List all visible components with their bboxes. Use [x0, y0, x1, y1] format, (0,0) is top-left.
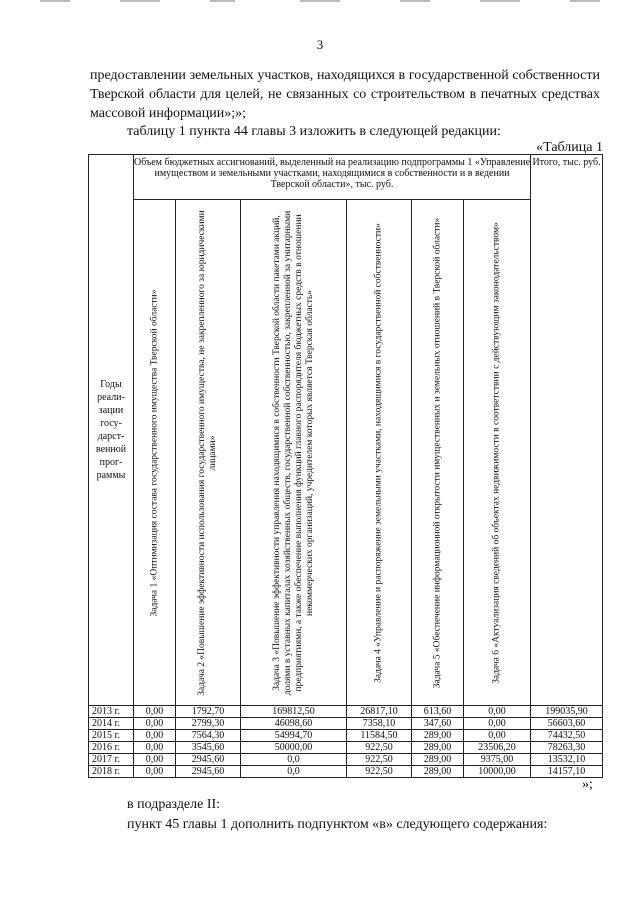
task-header-1-text: Задача 1 «Оптимизация состава государственного имущества Тверской области» [149, 288, 159, 617]
table-caption: «Таблица 1 [536, 140, 603, 155]
task5-cell: 289,00 [412, 742, 464, 754]
task-header-2 [176, 200, 241, 706]
task-header-4 [347, 200, 412, 706]
total-column-header: Итого, тыс. руб. [531, 155, 603, 706]
task-header-6-text: Задача 6 «Актуализация сведений об объектах недвижимости в соответствии с действующим законодательством» [491, 221, 502, 684]
task5-cell: 613,60 [412, 706, 464, 718]
total-cell: 78263,30 [531, 742, 603, 754]
year-cell: 2018 г. [89, 766, 134, 778]
scan-edge-marks [0, 0, 640, 10]
task6-cell: 0,00 [464, 718, 531, 730]
task4-cell: 922,50 [347, 742, 412, 754]
table-row [89, 766, 603, 778]
task-header-2-text: Задача 2 «Повышение эффективности использования государственного имущества, не закрепленного за юридическими лицами» [197, 209, 218, 696]
task4-cell: 922,50 [347, 754, 412, 766]
task1-cell: 0,00 [134, 718, 176, 730]
task3-cell: 0,0 [241, 766, 347, 778]
total-cell: 74432,50 [531, 730, 603, 742]
budget-span-header: Объем бюджетных ассигнований, выделенный на реализацию подпрограммы 1 «Управление имуществом и земельными участками, находящимися в собственности и в ведении Тверской области», тыс. руб. [134, 155, 531, 200]
total-cell: 13532,10 [531, 754, 603, 766]
task-header-5-text: Задача 5 «Обеспечение информационной открытости имущественных и земельных отношений в Тверской области» [432, 217, 442, 688]
closing-quote-mark: »; [582, 777, 593, 792]
intro-paragraph: предоставлении земельных участков, находящихся в государственной собственности Тверской области для целей, не связанных со строительством в печатных средствах массовой информации»;»; [90, 68, 600, 121]
task4-cell: 7358,10 [347, 718, 412, 730]
table-row [89, 754, 603, 766]
task5-cell: 289,00 [412, 730, 464, 742]
task5-cell: 289,00 [412, 766, 464, 778]
task6-cell: 9375,00 [464, 754, 531, 766]
table-row [89, 742, 603, 754]
point45-paragraph: пункт 45 главы 1 дополнить подпунктом «в» следующего содержания: [127, 817, 548, 832]
total-cell: 56603,60 [531, 718, 603, 730]
task-header-3 [241, 200, 347, 706]
year-cell: 2015 г. [89, 730, 134, 742]
year-cell: 2014 г. [89, 718, 134, 730]
task6-cell: 23506,20 [464, 742, 531, 754]
years-column-header: Годы реали-зации госу-дарст-венной прог-раммы [89, 155, 134, 706]
page-number: 3 [316, 37, 324, 52]
task3-cell: 54994,70 [241, 730, 347, 742]
task5-cell: 289,00 [412, 754, 464, 766]
task1-cell: 0,00 [134, 754, 176, 766]
task-header-6 [464, 200, 531, 706]
task-header-5 [412, 200, 464, 706]
table-row [89, 730, 603, 742]
task2-cell: 2945,60 [176, 754, 241, 766]
task4-cell: 26817,10 [347, 706, 412, 718]
task2-cell: 2799,30 [176, 718, 241, 730]
task5-cell: 347,60 [412, 718, 464, 730]
year-cell: 2017 г. [89, 754, 134, 766]
task-header-4-text: Задача 4 «Управление и распоряжение земельными участками, находящимися в государственной собственности» [373, 222, 384, 683]
task1-cell: 0,00 [134, 706, 176, 718]
task6-cell: 0,00 [464, 730, 531, 742]
table-row [89, 718, 603, 730]
task3-cell: 50000,00 [241, 742, 347, 754]
task6-cell: 10000,00 [464, 766, 531, 778]
task4-cell: 922,50 [347, 766, 412, 778]
task1-cell: 0,00 [134, 742, 176, 754]
year-cell: 2013 г. [89, 706, 134, 718]
total-cell: 14157,10 [531, 766, 603, 778]
task2-cell: 2945,60 [176, 766, 241, 778]
task3-cell: 46098,60 [241, 718, 347, 730]
task6-cell: 0,00 [464, 706, 531, 718]
task2-cell: 3545,60 [176, 742, 241, 754]
task1-cell: 0,00 [134, 730, 176, 742]
task2-cell: 1792,70 [176, 706, 241, 718]
budget-table [88, 154, 603, 778]
task4-cell: 11584,50 [347, 730, 412, 742]
year-cell: 2016 г. [89, 742, 134, 754]
task-header-1 [134, 200, 176, 706]
task3-cell: 0,0 [241, 754, 347, 766]
total-cell: 199035,90 [531, 706, 603, 718]
task3-cell: 169812,50 [241, 706, 347, 718]
task2-cell: 7564,30 [176, 730, 241, 742]
subsection-paragraph: в подразделе II: [127, 797, 221, 812]
table-row [89, 706, 603, 718]
table-instruction: таблицу 1 пункта 44 главы 3 изложить в следующей редакции: [127, 124, 501, 139]
task-header-3-text: Задача 3 «Повышение эффективности управления находящимися в собственности Тверской области пакетами акций, долями в уставных капиталах хозяйственных обществ, государственной собственностью, закрепленной за унитарными предприятиями, а также обеспечение выполнения функций главного распорядителя бюджетных средств в отношении некоммерческих организаций, учредителем которых является Тверская область» [271, 210, 315, 695]
task1-cell: 0,00 [134, 766, 176, 778]
